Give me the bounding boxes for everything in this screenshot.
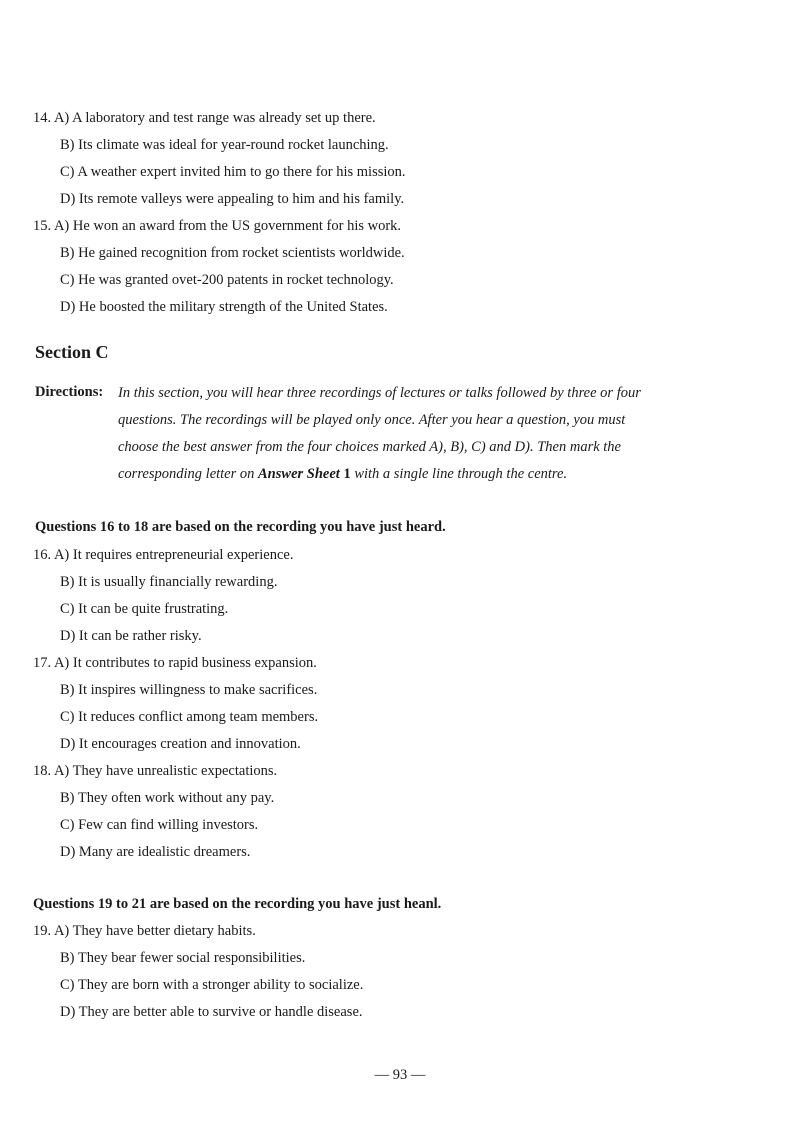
question-18-option-a: They have unrealistic expectations. (72, 763, 278, 779)
questions-16-18-heading: Questions 16 to 18 are based on the recording you have just heard. (35, 519, 446, 535)
question-15-option-c: C) He was granted ovet-200 patents in rocket technology. (60, 272, 394, 288)
directions-line-4-post: with a single line through the centre. (354, 466, 568, 482)
question-17-option-d: D) It encourages creation and innovation. (60, 736, 301, 752)
question-19-option-a: They have better dietary habits. (72, 923, 256, 939)
question-16 (33, 546, 293, 564)
question-19 (33, 922, 256, 940)
question-17-number: 17. A) (33, 655, 70, 671)
directions-line-4-pre: corresponding letter on (118, 466, 255, 482)
question-14-option-b: B) Its climate was ideal for year-round rocket launching. (60, 137, 389, 153)
question-19-option-c: C) They are born with a stronger ability to socialize. (60, 977, 364, 993)
question-17 (33, 654, 317, 672)
question-16-option-c: C) It can be quite frustrating. (60, 601, 229, 617)
directions-line-1: In this section, you will hear three recordings of lectures or talks followed by three or four (118, 385, 641, 401)
question-18-option-c: C) Few can find willing investors. (60, 817, 259, 833)
questions-19-21-heading: Questions 19 to 21 are based on the recording you have just heanl. (33, 896, 442, 912)
directions-line-4 (118, 466, 567, 483)
question-14-number: 14. A) (33, 110, 70, 126)
question-15 (33, 217, 401, 235)
question-16-option-d: D) It can be rather risky. (60, 628, 202, 644)
page-number: — 93 — (374, 1067, 426, 1083)
question-18 (33, 762, 277, 780)
question-14 (33, 109, 376, 127)
question-17-option-c: C) It reduces conflict among team members. (60, 709, 319, 725)
question-19-option-d: D) They are better able to survive or handle disease. (60, 1004, 363, 1020)
question-15-option-d: D) He boosted the military strength of the United States. (60, 299, 388, 315)
answer-sheet-number: 1 (343, 466, 351, 482)
directions-line-3: choose the best answer from the four choices marked A), B), C) and D). Then mark the (118, 439, 621, 455)
directions-line-2: questions. The recordings will be played only once. After you hear a question, you must (118, 412, 626, 428)
question-16-option-b: B) It is usually financially rewarding. (60, 574, 278, 590)
question-16-number: 16. A) (33, 547, 70, 563)
answer-sheet-label: Answer Sheet (258, 466, 340, 482)
question-18-option-b: B) They often work without any pay. (60, 790, 275, 806)
question-17-option-b: B) It inspires willingness to make sacrifices. (60, 682, 318, 698)
question-18-number: 18. A) (33, 763, 70, 779)
question-16-option-a: It requires entrepreneurial experience. (72, 547, 294, 563)
question-15-number: 15. A) (33, 218, 70, 234)
question-14-option-d: D) Its remote valleys were appealing to him and his family. (60, 191, 405, 207)
section-title: Section C (35, 342, 109, 362)
question-15-option-b: B) He gained recognition from rocket scientists worldwide. (60, 245, 405, 261)
question-14-option-a: A laboratory and test range was already set up there. (72, 110, 376, 126)
question-15-option-a: He won an award from the US government for his work. (72, 218, 402, 234)
question-19-number: 19. A) (33, 923, 70, 939)
question-14-option-c: C) A weather expert invited him to go there for his mission. (60, 164, 406, 180)
question-19-option-b: B) They bear fewer social responsibilities. (60, 950, 306, 966)
question-18-option-d: D) Many are idealistic dreamers. (60, 844, 251, 860)
question-17-option-a: It contributes to rapid business expansion. (72, 655, 317, 671)
directions-label: Directions: (35, 384, 104, 400)
